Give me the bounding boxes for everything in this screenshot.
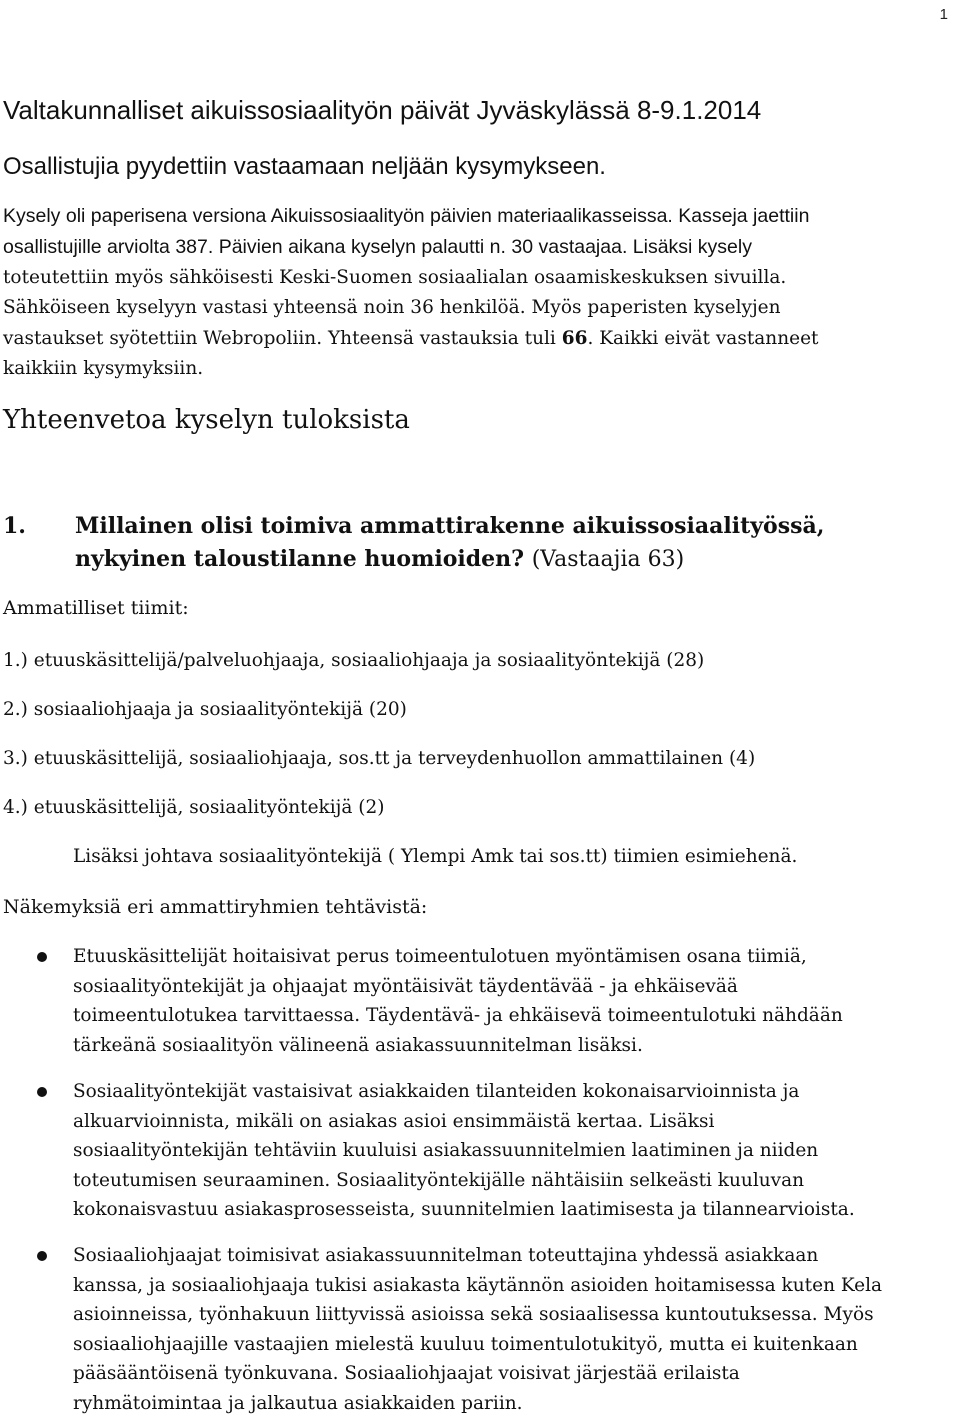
bullet-1-line: toimeentulotukea tarvittaessa. Täydentävä- ja ehkäisevä toimeentulotuki nähdään (73, 1005, 843, 1026)
team-item-3: 3.) etuuskäsittelijä, sosiaaliohjaaja, sos.tt ja terveydenhuollon ammattilainen (4) (3, 748, 756, 769)
team-item-2: 2.) sosiaaliohjaaja ja sosiaalityöntekijä (20) (3, 699, 407, 720)
team-item-4: 4.) etuuskäsittelijä, sosiaalityöntekijä (2) (3, 797, 385, 818)
question-1-line-2 (3, 543, 824, 576)
intro-line-2: osallistujille arviolta 387. Päivien aikana kyselyn palautti n. 30 vastaajaa. Lisäksi kysely (3, 236, 752, 258)
bullet-3-line: ryhmätoimintaa ja jalkautua asiakkaiden pariin. (73, 1392, 523, 1414)
bullet-dot-1 (37, 952, 47, 962)
bullet-paragraph-3 (73, 1241, 882, 1418)
summary-heading: Yhteenvetoa kyselyn tuloksista (3, 405, 410, 435)
question-1 (3, 510, 824, 576)
bullet-2-line: Sosiaalityöntekijät vastaisivat asiakkaiden tilanteiden kokonaisarvioinnista ja (73, 1081, 800, 1102)
bullet-paragraph-2 (73, 1077, 855, 1225)
intro-line-1: Kysely oli paperisena versiona Aikuissosiaalityön päivien materiaalikasseissa. Kasseja jaettiin (3, 205, 810, 227)
question-text-2: nykyinen taloustilanne huomioiden? (75, 546, 525, 572)
bullet-1-line: Etuuskäsittelijät hoitaisivat perus toimeentulotuen myöntämisen osana tiimiä, (73, 946, 807, 967)
question-text-1: Millainen olisi toimiva ammattirakenne aikuissosiaalityössä, (75, 513, 825, 539)
question-respondents: (Vastaajia 63) (531, 547, 685, 572)
intro-line-5-pre: vastaukset syötettiin Webropoliin. Yhteensä vastauksia tuli (3, 328, 562, 349)
teams-label: Ammatilliset tiimit: (3, 597, 189, 619)
bullet-2-line: toteutumisen seuraaminen. Sosiaalityöntekijälle nähtäisiin selkeästi kuuluvan (73, 1169, 805, 1191)
bullet-3-line: pääsääntöisenä työnkuvana. Sosiaaliohjaajat voisivat järjestää erilaista (73, 1363, 740, 1384)
question-number: 1. (3, 513, 26, 539)
question-1-line-1 (3, 510, 824, 543)
total-responses: 66 (561, 328, 588, 349)
page-number: 1 (939, 6, 948, 23)
bullet-3-line: kanssa, ja sosiaaliohjaaja tukisi asiakasta käytännön asioiden hoitamisessa kuten Kela (73, 1274, 883, 1296)
intro-line-3: toteutettiin myös sähköisesti Keski-Suomen sosiaalialan osaamiskeskuksen sivuilla. (3, 267, 787, 288)
document-title: Valtakunnalliset aikuissosiaalityön päivät Jyväskylässä 8-9.1.2014 (3, 95, 762, 125)
intro-line-5-post: . Kaikki eivät vastanneet (587, 328, 819, 349)
bullet-dot-3 (37, 1251, 47, 1261)
bullet-3-line: sosiaaliohjaajille vastaajien mielestä kuuluu toimentulotukityö, mutta ei kuitenkaan (73, 1333, 858, 1355)
bullet-2-line: sosiaalityöntekijän tehtäviin kuuluisi asiakassuunnitelmien laatiminen ja niiden (73, 1140, 819, 1161)
team-item-1: 1.) etuuskäsittelijä/palveluohjaaja, sosiaaliohjaaja ja sosiaalityöntekijä (28) (3, 650, 705, 671)
bullet-3-line: Sosiaaliohjaajat toimisivat asiakassuunnitelman toteuttajina yhdessä asiakkaan (73, 1245, 819, 1266)
teams-note: Lisäksi johtava sosiaalityöntekijä ( Ylempi Amk tai sos.tt) tiimien esimiehenä. (73, 846, 798, 867)
views-label: Näkemyksiä eri ammattiryhmien tehtävistä: (3, 896, 428, 918)
bullet-1-line: tärkeänä sosiaalityön välineenä asiakassuunnitelman lisäksi. (73, 1034, 643, 1056)
bullet-1-line: sosiaalityöntekijät ja ohjaajat myöntäisivät täydentävää - ja ehkäisevää (73, 975, 738, 997)
intro-line-6: kaikkiin kysymyksiin. (3, 358, 204, 379)
bullet-2-line: alkuarvioinnista, mikäli on asiakas asioi ensimmäistä kertaa. Lisäksi (73, 1110, 715, 1132)
bullet-2-line: kokonaisvastuu asiakasprosesseista, suunnitelmien laatimisesta ja tilannearvioista. (73, 1199, 855, 1220)
intro-line-4: Sähköiseen kyselyyn vastasi yhteensä noin 36 henkilöä. Myös paperisten kyselyjen (3, 297, 781, 318)
intro-line-5 (3, 328, 818, 349)
bullet-paragraph-1 (73, 942, 843, 1060)
document-subtitle: Osallistujia pyydettiin vastaamaan neljään kysymykseen. (3, 153, 606, 180)
bullet-dot-2 (37, 1087, 47, 1097)
bullet-3-line: asioinneissa, työnhakuun liittyvissä asioissa sekä sosiaalisessa kuntoutuksessa. Myös (73, 1304, 874, 1325)
